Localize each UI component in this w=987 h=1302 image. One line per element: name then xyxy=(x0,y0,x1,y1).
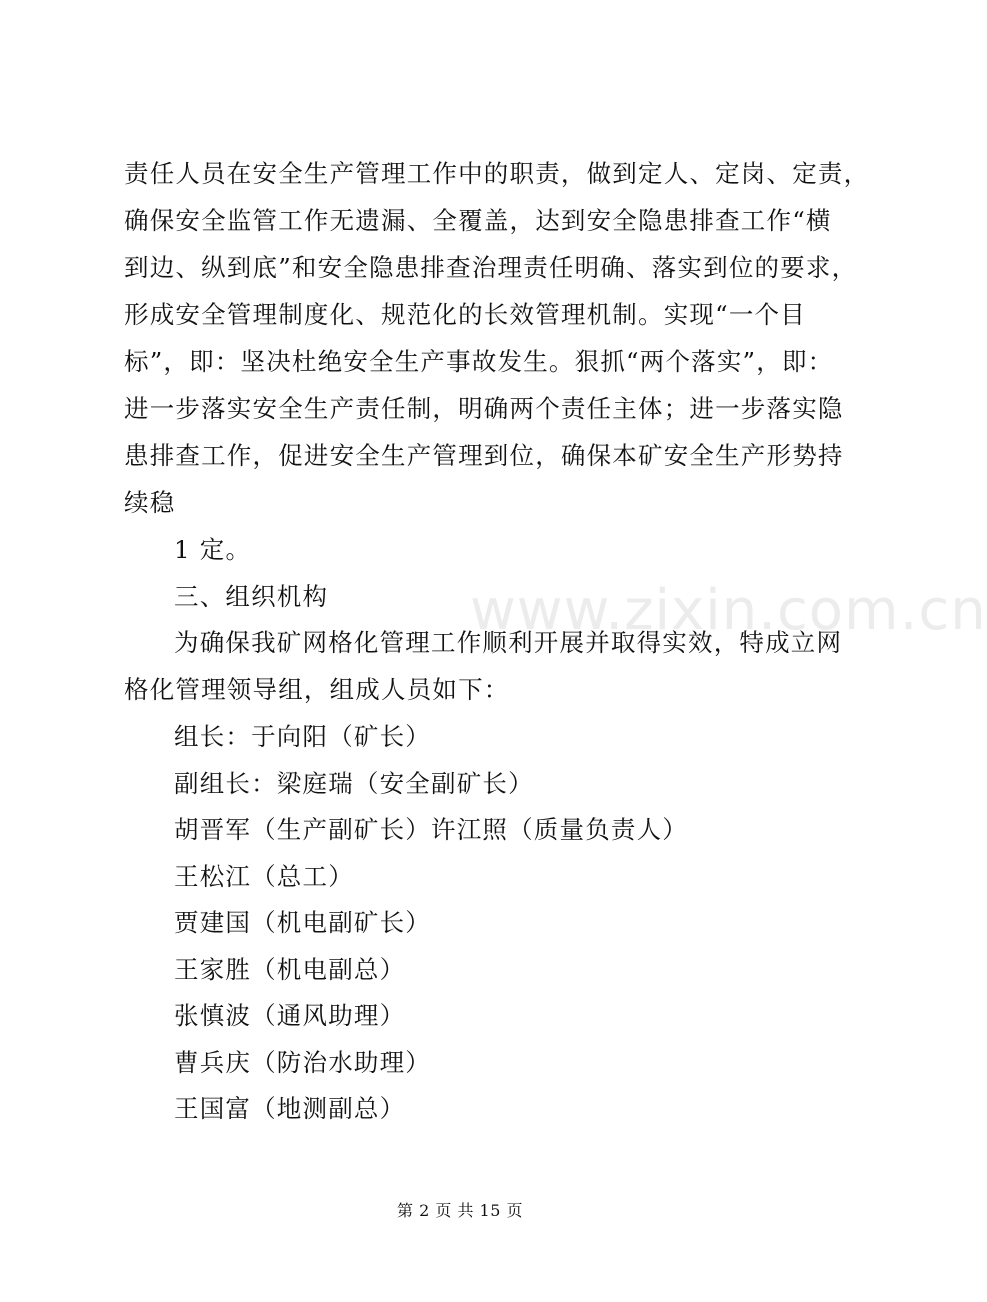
page-footer: 第 2 页 共 15 页 xyxy=(397,1201,523,1220)
paragraph-organization xyxy=(124,619,843,713)
text-line: 标”，即：坚决杜绝安全生产事故发生。狠抓“两个落实”，即： xyxy=(124,347,834,376)
list-item: 曹兵庆（防治水助理） xyxy=(174,1047,431,1077)
text-line: 责任人员在安全生产管理工作中的职责，做到定人、定岗、定责， xyxy=(124,159,870,188)
list-item: 王松江（总工） xyxy=(174,861,354,891)
text-line: 续稳 xyxy=(124,488,176,517)
paragraph-responsibilities xyxy=(124,150,870,526)
list-item: 胡晋军（生产副矿长）许江照（质量负责人） xyxy=(174,815,688,844)
text-line: 患排查工作，促进安全生产管理到位，确保本矿安全生产形势持 xyxy=(124,441,844,470)
text-line: 形成安全管理制度化、规范化的长效管理机制。实现“一个目 xyxy=(124,300,806,329)
watermark: www.zixin.com.cn xyxy=(470,578,987,643)
list-item: 贾建国（机电副矿长） xyxy=(174,908,431,937)
list-item: 副组长：梁庭瑞（安全副矿长） xyxy=(174,768,534,798)
list-item: 王国富（地测副总） xyxy=(174,1094,406,1123)
list-item: 张慎波（通风助理） xyxy=(174,1001,406,1030)
document-body xyxy=(124,150,870,1132)
member-list xyxy=(124,713,804,1132)
text-line-1ding: 1 定。 xyxy=(174,535,252,564)
text-line: 到边、纵到底”和安全隐患排查治理责任明确、落实到位的要求， xyxy=(124,253,858,282)
text-line: 格化管理领导组，组成人员如下： xyxy=(124,675,510,704)
list-item: 王家胜（机电副总） xyxy=(174,954,406,984)
section-heading: 三、组织机构 xyxy=(174,581,329,611)
text-line: 进一步落实安全生产责任制，明确两个责任主体；进一步落实隐 xyxy=(124,394,844,423)
list-item: 组长：于向阳（矿长） xyxy=(174,722,431,751)
text-line: 确保安全监管工作无遗漏、全覆盖，达到安全隐患排查工作“横 xyxy=(124,206,832,235)
text-line: 为确保我矿网格化管理工作顺利开展并取得实效，特成立网 xyxy=(174,628,843,657)
